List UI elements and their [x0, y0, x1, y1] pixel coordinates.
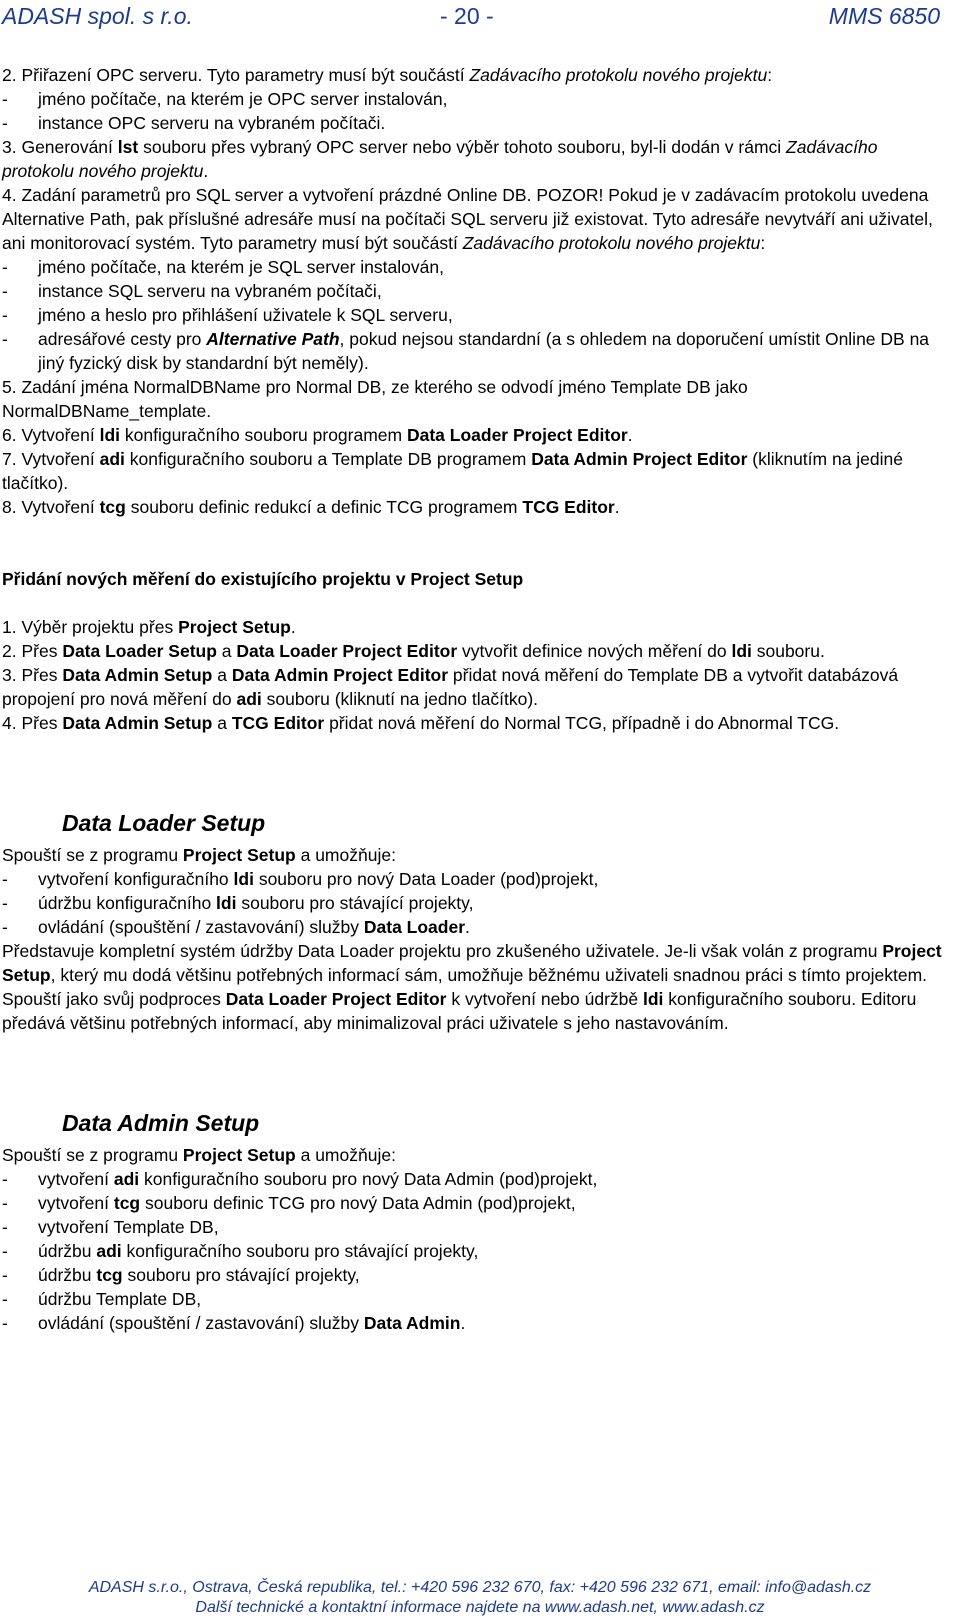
- admin-section-title: Data Admin Setup: [62, 1110, 260, 1136]
- list-item: - ovládání (spouštění / zastavování) služby Data Loader.: [2, 917, 470, 937]
- step-2: 2. Přiřazení OPC serveru. Tyto parametry musí být součástí Zadávacího protokolu nového projektu:: [2, 65, 773, 85]
- list-item: - instance OPC serveru na vybraném počítači.: [2, 113, 386, 133]
- step-3: 3. Generování lst souboru přes vybraný OPC server nebo výběr tohoto souboru, byl-li dodán v rámci Zadávacího protokolu nového projektu.: [2, 137, 878, 181]
- header-page-number: - 20 -: [440, 3, 494, 29]
- footer-contact: ADASH s.r.o., Ostrava, Česká republika, tel.: +420 596 232 670, fax: +420 596 232 671, email: info@adash.cz: [88, 1579, 872, 1596]
- list-item: - vytvoření tcg souboru definic TCG pro nový Data Admin (pod)projekt,: [2, 1193, 576, 1213]
- admin-list: [2, 1167, 942, 1335]
- list-item: - údržbu tcg souboru pro stávající projekty,: [2, 1265, 360, 1285]
- header-product: MMS 6850: [828, 3, 940, 29]
- loader-paragraph-1: Představuje kompletní systém údržby Data Loader projektu pro zkušeného uživatele. Je-li však volán z programu Project Setup, který mu dodá většinu potřebných informací sám, umožňuje běžnému uživateli snadnou práci s tímto projektem.: [2, 941, 942, 985]
- list-item: - údržbu Template DB,: [2, 1289, 202, 1309]
- list-item: - adresářové cesty pro Alternative Path, pokud nejsou standardní (a s ohledem na doporučení umístit Online DB na jiný fyzický disk by standardní být neměly).: [2, 329, 930, 373]
- step-6: 6. Vytvoření ldi konfiguračního souboru programem Data Loader Project Editor.: [2, 425, 633, 445]
- loader-paragraph-2: Spouští jako svůj podproces Data Loader Project Editor k vytvoření nebo údržbě ldi konfiguračního souboru. Editoru předává většinu potřebných informací, aby minimalizoval práci uživatele s jeho nastavováním.: [2, 989, 917, 1033]
- add-step-1: 1. Výběr projektu přes Project Setup.: [2, 617, 296, 637]
- list-item: - vytvoření Template DB,: [2, 1217, 219, 1237]
- list-item: - jméno a heslo pro přihlášení uživatele k SQL serveru,: [2, 305, 453, 325]
- step-4: 4. Zadání parametrů pro SQL server a vytvoření prázdné Online DB. POZOR! Pokud je v zadávacím protokolu uvedena Alternative Path, pak příslušné adresáře musí na počítači SQL serveru již existovat. Tyto adresáře nevytváří ani uživatel, ani monitorovací systém. Tyto parametry musí být součástí Zadávacího protokolu nového projektu:: [2, 185, 933, 253]
- page-header: [0, 4, 960, 34]
- list-item: - vytvoření adi konfiguračního souboru pro nový Data Admin (pod)projekt,: [2, 1169, 598, 1189]
- list-item: - údržbu adi konfiguračního souboru pro stávající projekty,: [2, 1241, 479, 1261]
- loader-list: [2, 867, 942, 939]
- header-company: ADASH spol. s r.o.: [2, 3, 193, 29]
- loader-intro: Spouští se z programu Project Setup a umožňuje:: [2, 845, 396, 865]
- add-step-4: 4. Přes Data Admin Setup a TCG Editor přidat nová měření do Normal TCG, případně i do Abnormal TCG.: [2, 713, 840, 733]
- step-5: 5. Zadání jména NormalDBName pro Normal DB, ze kterého se odvodí jméno Template DB jako NormalDBName_template.: [2, 377, 748, 421]
- step-7: 7. Vytvoření adi konfiguračního souboru a Template DB programem Data Admin Project Editor (kliknutím na jediné tlačítko).: [2, 449, 904, 493]
- footer-web: Další technické a kontaktní informace najdete na www.adash.net, www.adash.cz: [195, 1599, 765, 1616]
- list-item: - vytvoření konfiguračního ldi souboru pro nový Data Loader (pod)projekt,: [2, 869, 599, 889]
- document-body: [2, 63, 942, 1335]
- list-item: - údržbu konfiguračního ldi souboru pro stávající projekty,: [2, 893, 474, 913]
- list-item: - jméno počítače, na kterém je SQL server instalován,: [2, 257, 444, 277]
- section-add-title: Přidání nových měření do existujícího projektu v Project Setup: [2, 569, 524, 589]
- loader-section-title: Data Loader Setup: [62, 810, 266, 836]
- list-item: - instance SQL serveru na vybraném počítači,: [2, 281, 382, 301]
- list-item: - jméno počítače, na kterém je OPC server instalován,: [2, 89, 448, 109]
- add-step-3: 3. Přes Data Admin Setup a Data Admin Project Editor přidat nová měření do Template DB a vytvořit databázová propojení pro nová měření do adi souboru (kliknutí na jedno tlačítko).: [2, 665, 899, 709]
- sql-list: [2, 255, 942, 375]
- list-item: - ovládání (spouštění / zastavování) služby Data Admin.: [2, 1313, 466, 1333]
- admin-intro: Spouští se z programu Project Setup a umožňuje:: [2, 1145, 396, 1165]
- step-8: 8. Vytvoření tcg souboru definic redukcí a definic TCG programem TCG Editor.: [2, 497, 620, 517]
- add-step-2: 2. Přes Data Loader Setup a Data Loader Project Editor vytvořit definice nových měření do ldi souboru.: [2, 641, 825, 661]
- opc-list: [2, 87, 942, 135]
